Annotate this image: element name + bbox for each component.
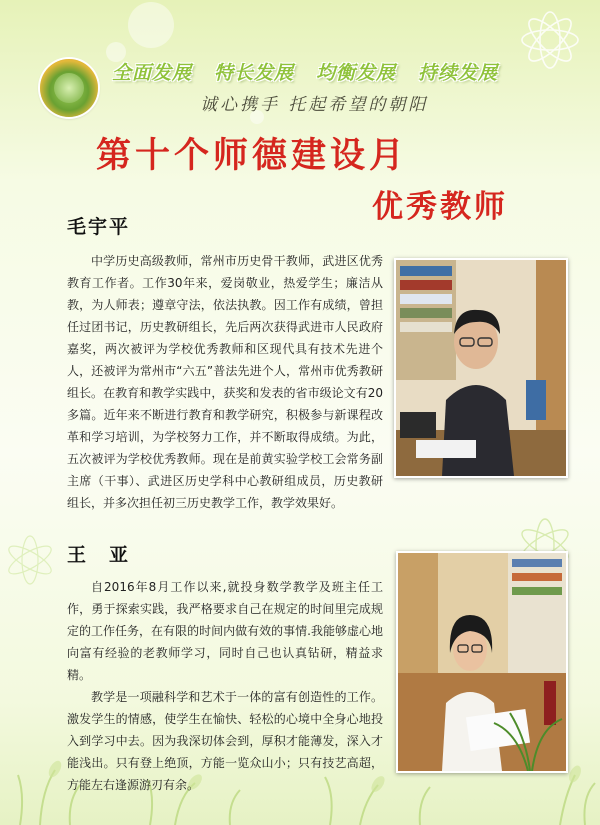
school-logo: [40, 59, 98, 117]
slogan-4: 持续发展: [418, 62, 499, 84]
teacher-bio: [67, 576, 383, 796]
slogan-2: 特长发展: [214, 62, 295, 84]
page-title: 第十个师德建设月: [96, 135, 409, 176]
slogan-bar: [112, 58, 498, 85]
teacher-name: 毛宇平: [67, 216, 131, 238]
slogan-3: 均衡发展: [316, 62, 397, 84]
flower-decoration-icon: [500, 0, 600, 90]
logo-globe-icon: [54, 73, 84, 103]
slogan-1: 全面发展: [112, 62, 193, 84]
bio-paragraph: 中学历史高级教师，常州市历史骨干教师，武进区优秀教育工作者。工作30年来，爱岗敬业，热爱学生；廉洁从教，为人师表；遵章守法，依法执教。因工作有成绩，曾担任过团书记，历史教研组长，先后两次获得武进市人民政府嘉奖，两次被评为学校优秀教师和区现代具有技术先进个人，还被评为常州市“六五”普法先进个人，常州市优秀教研组长。在教育和教学实践中，获奖和发表的省市级论文有20多篇。近年来不断进行教育和教学研究，积极参与新课程改革和学习培训，为学校努力工作，并不断取得成绩。为此，五次被评为学校优秀教师。现在是前黄实验学校工会常务副主席（干事）、武进区历史学科中心教研组成员，历史教研组长，并多次担任初三历史教学工作，教学效果好。: [67, 254, 383, 510]
bio-paragraph: 教学是一项融科学和艺术于一体的富有创造性的工作。激发学生的情感，使学生在愉快、轻松的心境中全身心地投入到学习中去。因为我深切体会到，厚积才能薄发，深入才能浅出。只有登上绝顶，方能一览众山小；只有技艺高超，方能左右逢源游刃有余。: [67, 690, 383, 792]
decor-bubble: [128, 2, 174, 48]
page-subtitle: 优秀教师: [372, 189, 508, 225]
teacher-name: 王 亚: [67, 544, 131, 566]
bio-paragraph: 自2016年8月工作以来,就投身数学教学及班主任工作，勇于探索实践，我严格要求自己在规定的时间里完成规定的工作任务，在有限的时间内做有效的事情.我能够虚心地向富有经验的老教师学习，同时自己也认真钻研，精益求精。: [67, 580, 383, 682]
teacher-photo: [394, 258, 568, 478]
teacher-photo: [396, 551, 568, 773]
motto: 诚心携手 托起希望的朝阳: [200, 95, 429, 115]
teacher-bio: [67, 250, 383, 514]
